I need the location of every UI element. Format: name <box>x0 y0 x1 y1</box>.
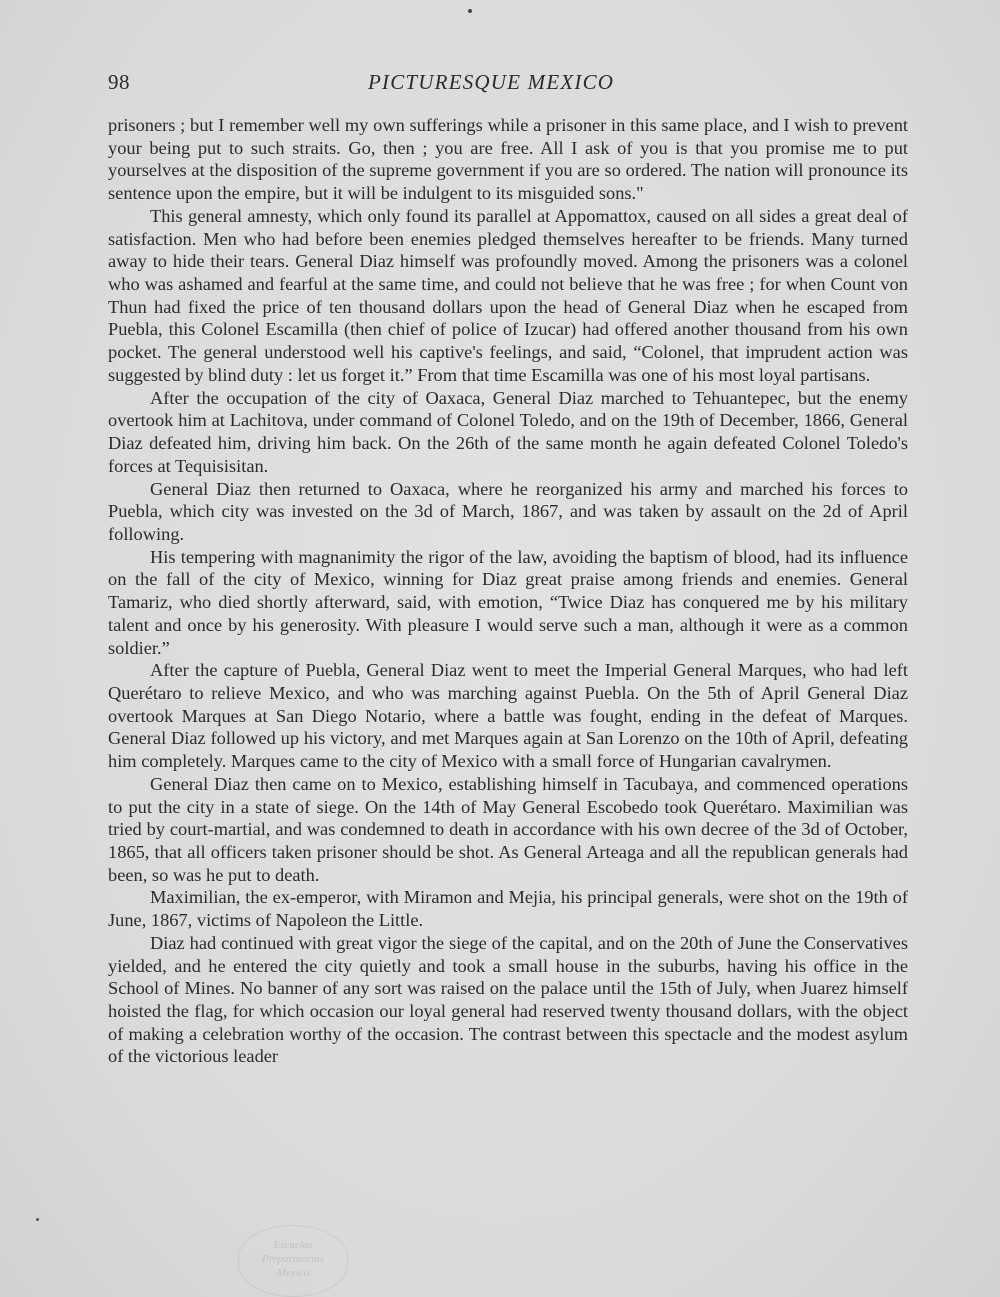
paragraph: General Diaz then came on to Mexico, establishing himself in Tacubaya, and commenced operations to put the city in a state of siege. On the 14th of May General Escobedo took Querétaro. Maximilian was tried by court-martial, and was condemned to death in accordance with his own decree of the 3d of October, 1865, that all officers taken prisoner should be shot. As General Arteaga and all the republican generals had been, so was he put to death. <box>108 773 908 885</box>
paragraph: His tempering with magnanimity the rigor of the law, avoiding the baptism of blood, had its influence on the fall of the city of Mexico, winning for Diaz great praise among friends and enemies. General Tamariz, who died shortly afterward, said, with emotion, “Twice Diaz has conquered me by his military talent and once by his generosity. With pleasure I would serve such a man, although it were as a common soldier.” <box>108 546 908 658</box>
stamp-line: Escuelas <box>273 1239 313 1251</box>
library-stamp <box>238 1225 348 1297</box>
paragraph: Maximilian, the ex-emperor, with Miramon and Mejia, his principal generals, were shot on the 19th of June, 1867, victims of Napoleon the Little. <box>108 887 908 931</box>
running-title: PICTURESQUE MEXICO <box>368 70 615 94</box>
stamp-line: Preparatorias <box>262 1253 324 1265</box>
page-speck <box>36 1218 39 1221</box>
paragraph: This general amnesty, which only found its parallel at Appomattox, caused on all sides a great deal of satisfaction. Men who had before been enemies pledged themselves hereafter to be friends. Many turned away to hide their tears. General Diaz himself was profoundly moved. Among the prisoners was a colonel who was ashamed and fearful at the same time, and could not believe that he was free ; for when Count von Thun had fixed the price of ten thousand dollars upon the head of General Diaz when he escaped from Puebla, this Colonel Escamilla (then chief of police of Izucar) had offered another thousand from his own pocket. The general understood well his captive's feelings, and said, “Colonel, that imprudent action was suggested by blind duty : let us forget it.” From that time Escamilla was one of his most loyal partisans. <box>108 205 908 385</box>
paragraph: prisoners ; but I remember well my own sufferings while a prisoner in this same place, and I wish to prevent your being put to such straits. Go, then ; you are free. All I ask of you is that you promise me to put yourselves at the disposition of the supreme government if you are so ordered. The nation will pronounce its sentence upon the empire, but it will be indulgent to its misguided sons." <box>108 115 908 204</box>
body-text <box>108 114 908 1068</box>
paragraph: Diaz had continued with great vigor the siege of the capital, and on the 20th of June the Conservatives yielded, and he entered the city quietly and took a small house in the suburbs, having his office in the School of Mines. No banner of any sort was raised on the palace until the 15th of July, when Juarez himself hoisted the flag, for which occasion our loyal general had reserved twenty thousand dollars, with the object of making a celebration worthy of the occasion. The contrast between this spectacle and the modest asylum of the victorious leader <box>108 932 908 1067</box>
paragraph: General Diaz then returned to Oaxaca, where he reorganized his army and marched his forces to Puebla, which city was invested on the 3d of March, 1867, and was taken by assault on the 2d of April following. <box>108 478 908 544</box>
paragraph: After the capture of Puebla, General Diaz went to meet the Imperial General Marques, who had left Querétaro to relieve Mexico, and who was marching against Puebla. On the 5th of April General Diaz overtook Marques at San Diego Notario, where a battle was fought, ending in the defeat of Marques. General Diaz followed up his victory, and met Marques again at San Lorenzo on the 10th of April, defeating him completely. Marques came to the city of Mexico with a small force of Hungarian cavalrymen. <box>108 660 908 772</box>
stamp-line: Mexico <box>276 1267 310 1279</box>
paragraph: After the occupation of the city of Oaxaca, General Diaz marched to Tehuantepec, but the enemy overtook him at Lachitova, under command of Colonel Toledo, and on the 19th of December, 1866, General Diaz defeated him, driving him back. On the 26th of the same month he again defeated Colonel Toledo's forces at Tequisisitan. <box>108 387 908 476</box>
page-speck <box>468 9 472 13</box>
page-number: 98 <box>108 70 130 94</box>
